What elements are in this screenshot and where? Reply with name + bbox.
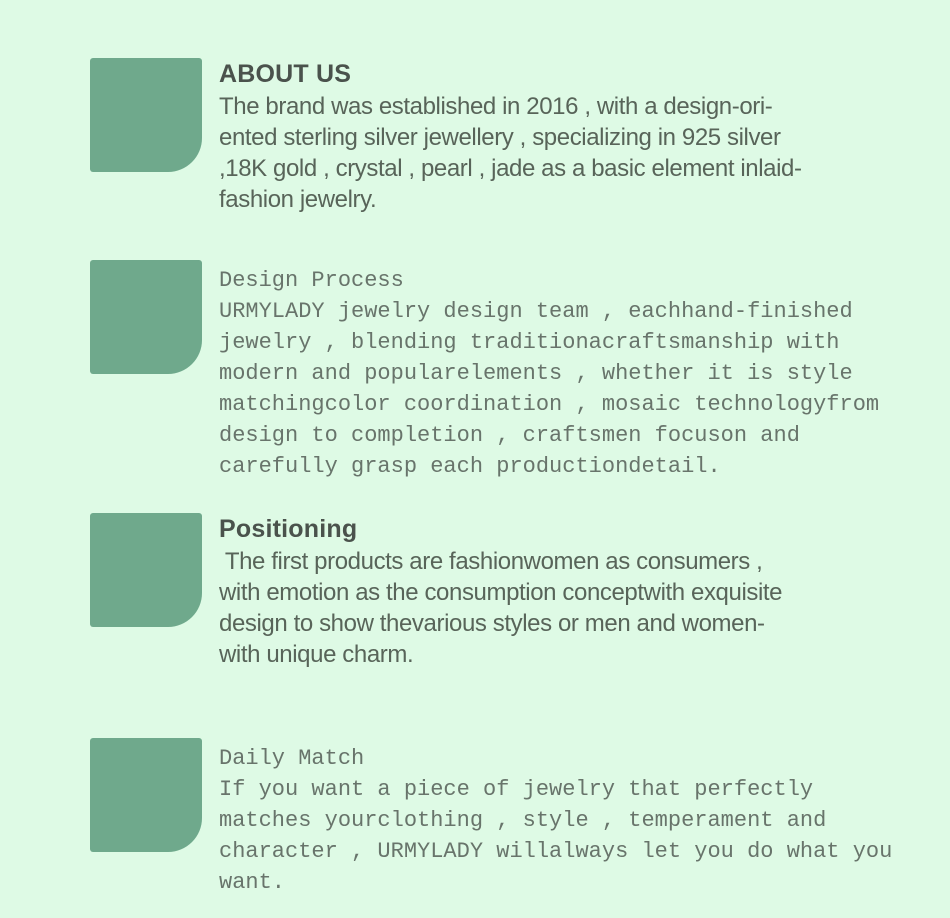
design-process-line: design to completion , craftsmen focuson and: [219, 423, 800, 448]
positioning-text: [219, 513, 782, 670]
daily-match-line: matches yourclothing , style , temperament and: [219, 808, 827, 833]
section-design-process: [90, 260, 879, 482]
design-process-line: modern and popularelements , whether it is style: [219, 361, 853, 386]
positioning-line: design to show thevarious styles or men and women-: [219, 610, 765, 637]
daily-match-line: If you want a piece of jewelry that perfectly: [219, 777, 814, 802]
about-us-accent-block: [90, 58, 202, 172]
about-us-line: fashion jewelry.: [219, 186, 377, 213]
section-daily-match: [90, 738, 892, 898]
positioning-accent-block: [90, 513, 202, 627]
daily-match-line: character , URMYLADY willalways let you do what you: [219, 839, 893, 864]
positioning-line: The first products are fashionwomen as consumers ,: [219, 548, 763, 575]
about-us-heading: ABOUT US: [219, 60, 352, 88]
design-process-line: jewelry , blending traditionacraftsmanship with: [219, 330, 840, 355]
daily-match-heading: Daily Match: [219, 746, 365, 771]
design-process-text: [219, 260, 879, 482]
about-us-line: ented sterling silver jewellery , specializing in 925 silver: [219, 124, 781, 151]
design-process-accent-block: [90, 260, 202, 374]
design-process-line: URMYLADY jewelry design team , eachhand-finished: [219, 299, 853, 324]
positioning-line: with emotion as the consumption conceptwith exquisite: [219, 579, 783, 606]
daily-match-text: [219, 738, 892, 898]
about-us-line: The brand was established in 2016 , with a design-ori-: [219, 93, 773, 120]
about-us-text: [219, 58, 802, 215]
daily-match-line: want.: [219, 870, 286, 895]
daily-match-accent-block: [90, 738, 202, 852]
design-process-heading: Design Process: [219, 268, 404, 293]
design-process-line: matchingcolor coordination , mosaic technologyfrom: [219, 392, 880, 417]
section-positioning: [90, 513, 782, 670]
positioning-heading: Positioning: [219, 515, 358, 543]
section-about-us: [90, 58, 802, 215]
about-us-line: ,18K gold , crystal , pearl , jade as a basic element inlaid-: [219, 155, 802, 182]
design-process-line: carefully grasp each productiondetail.: [219, 454, 721, 479]
positioning-line: with unique charm.: [219, 641, 414, 668]
